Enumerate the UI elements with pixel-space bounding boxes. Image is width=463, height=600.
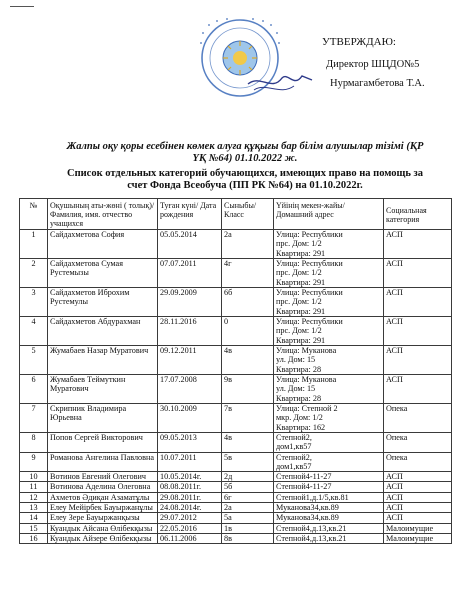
name-line: Муратович [50, 384, 89, 394]
cell-birth-date: 09.05.2013 [158, 433, 222, 453]
address-line: Квартира: 28 [276, 393, 322, 403]
header-number: № [20, 199, 48, 230]
cell-name [48, 472, 158, 482]
name-line: Елеу Зере Бауыржанқызы [50, 513, 140, 523]
cell-category: Опека [384, 452, 452, 472]
address-line: прс. Дом: 1/2 [276, 326, 322, 336]
table-row [20, 533, 452, 543]
cell-address [274, 375, 384, 404]
cell-number: 10 [20, 472, 48, 482]
address-line: Квартира: 291 [276, 277, 326, 287]
address-line: ул. Дом: 15 [276, 384, 316, 394]
address-line: Улица: Муканова [276, 346, 337, 355]
name-line: Сайдахметова София [50, 230, 125, 239]
address-line: дом1,кв57 [276, 461, 312, 471]
cell-number: 12 [20, 492, 48, 502]
header-category: Социальная категория [384, 199, 452, 230]
address-line: Степной2, [276, 433, 312, 442]
cell-address [274, 533, 384, 543]
cell-name [48, 375, 158, 404]
address-line: Улица: Республики [276, 259, 343, 268]
cell-address [274, 472, 384, 482]
cell-address [274, 513, 384, 523]
address-line: Улица: Республики [276, 230, 343, 239]
cell-name [48, 513, 158, 523]
cell-number: 3 [20, 288, 48, 317]
name-line: Куандык Айзере Өлібекқызы [50, 533, 152, 543]
cell-grade: 7в [222, 404, 274, 433]
cell-number: 5 [20, 346, 48, 375]
address-line: Степной4,д.13,кв.21 [276, 533, 347, 543]
cell-birth-date: 17.07.2008 [158, 375, 222, 404]
cell-birth-date: 10.07.2011 [158, 452, 222, 472]
name-line: Юрьевна [50, 413, 82, 423]
cell-address [274, 482, 384, 492]
cell-number: 14 [20, 513, 48, 523]
address-line: Степной4-11-27 [276, 482, 332, 492]
cell-birth-date: 05.05.2014 [158, 230, 222, 259]
cell-grade: 1в [222, 523, 274, 533]
cell-grade: 6б [222, 288, 274, 317]
address-line: Улица: Муканова [276, 375, 337, 384]
address-line: Квартира: 162 [276, 422, 326, 432]
cell-category: АСП [384, 472, 452, 482]
cell-birth-date: 28.11.2016 [158, 317, 222, 346]
cell-birth-date: 29.09.2009 [158, 288, 222, 317]
cell-number: 15 [20, 523, 48, 533]
address-line: прс. Дом: 1/2 [276, 297, 322, 307]
address-line: Степной1,д.1/5,кв.81 [276, 492, 349, 502]
cell-birth-date: 30.10.2009 [158, 404, 222, 433]
approval-block [318, 36, 425, 90]
name-line: Ахметов Әдиқан Азаматұлы [50, 492, 150, 502]
table-row [20, 472, 452, 482]
cell-grade: 9в [222, 375, 274, 404]
cell-address [274, 492, 384, 502]
name-line: Сайдахметова Сумая [50, 259, 123, 268]
cell-address [274, 433, 384, 453]
address-line: ул. Дом: 15 [276, 355, 316, 365]
cell-name [48, 230, 158, 259]
cell-number: 9 [20, 452, 48, 472]
cell-name [48, 452, 158, 472]
cell-name [48, 404, 158, 433]
cell-category: АСП [384, 375, 452, 404]
cell-birth-date: 29.08.2011г. [158, 492, 222, 502]
table-row [20, 288, 452, 317]
address-line: Квартира: 28 [276, 364, 322, 374]
cell-name [48, 503, 158, 513]
cell-address [274, 452, 384, 472]
cell-name [48, 433, 158, 453]
cell-number: 7 [20, 404, 48, 433]
cell-name [48, 346, 158, 375]
top-rule [10, 6, 34, 7]
cell-number: 16 [20, 533, 48, 543]
cell-category: Опека [384, 433, 452, 453]
cell-birth-date: 10.05.2014г. [158, 472, 222, 482]
school-stamp-emblem [190, 16, 318, 102]
header-name: Оқушының аты-жөні ( толық)/ Фамилия, имя. отчество учащихся [48, 199, 158, 230]
cell-name [48, 259, 158, 288]
name-line: Жумабаев Теймуткин [50, 375, 126, 384]
approval-heading: УТВЕРЖДАЮ: [322, 36, 396, 48]
address-line: Квартира: 291 [276, 248, 326, 258]
cell-address [274, 288, 384, 317]
cell-number: 2 [20, 259, 48, 288]
cell-grade: 4в [222, 346, 274, 375]
cell-birth-date: 09.12.2011 [158, 346, 222, 375]
cell-address [274, 503, 384, 513]
header-grade: Сыныбы/ Класс [222, 199, 274, 230]
table-row [20, 259, 452, 288]
table-header-row [20, 199, 452, 230]
name-line: Жумабаев Назар Муратович [50, 346, 149, 355]
cell-number: 11 [20, 482, 48, 492]
cell-category: АСП [384, 259, 452, 288]
cell-category: АСП [384, 288, 452, 317]
approval-position: Директор ШЦДО№5 [326, 59, 420, 70]
cell-name [48, 482, 158, 492]
students-table [19, 198, 452, 544]
cell-address [274, 317, 384, 346]
cell-category: АСП [384, 492, 452, 502]
cell-birth-date: 24.08.2014г. [158, 503, 222, 513]
cell-birth-date: 22.05.2016 [158, 523, 222, 533]
header-birth-date: Туған күні/ Дата рождения [158, 199, 222, 230]
cell-number: 8 [20, 433, 48, 453]
cell-category: АСП [384, 317, 452, 346]
table-row [20, 523, 452, 533]
cell-category: АСП [384, 503, 452, 513]
cell-grade: 4г [222, 259, 274, 288]
table-row [20, 346, 452, 375]
cell-birth-date: 08.08.2011г. [158, 482, 222, 492]
name-line: Куандык Айсана Өлібекқызы [50, 523, 153, 533]
address-line: дом1,кв57 [276, 442, 312, 452]
cell-grade: 0 [222, 317, 274, 346]
name-line: Рустемызы [50, 268, 89, 278]
cell-category: АСП [384, 513, 452, 523]
address-line: прс. Дом: 1/2 [276, 268, 322, 278]
cell-category: АСП [384, 346, 452, 375]
cell-grade: 5в [222, 452, 274, 472]
cell-grade: 2д [222, 472, 274, 482]
document-title-kazakh: Жалпы оқу қоры есебінен көмек алуға құқығы бар білім алушылар тізімі (ҚР ҮҚ №64) 01.10.2022 ж. [66, 141, 424, 164]
cell-category: АСП [384, 482, 452, 492]
table-row [20, 503, 452, 513]
address-line: мкр. Дом: 1/2 [276, 413, 323, 423]
table-row [20, 404, 452, 433]
cell-name [48, 317, 158, 346]
cell-address [274, 404, 384, 433]
cell-grade: 5а [222, 513, 274, 523]
address-line: Улица: Степной 2 [276, 404, 338, 413]
cell-number: 13 [20, 503, 48, 513]
cell-address [274, 259, 384, 288]
address-line: Муканова34,кв.89 [276, 513, 339, 523]
cell-address [274, 346, 384, 375]
cell-name [48, 492, 158, 502]
table-row [20, 230, 452, 259]
cell-grade: 6г [222, 492, 274, 502]
cell-category: Малоимущие [384, 533, 452, 543]
cell-grade: 5б [222, 482, 274, 492]
name-line: Рустемулы [50, 297, 88, 307]
name-line: Вотинова Аделина Олеговна [50, 482, 151, 492]
cell-category: Опека [384, 404, 452, 433]
header-address: Үйінің мекен-жайы/ Домашний адрес [274, 199, 384, 230]
address-line: Степной2, [276, 452, 312, 462]
name-line: Сайдахметов Иброхим [50, 288, 130, 297]
name-line: Романова Ангелина Павловна [50, 452, 155, 462]
approval-signer: Нурмагамбетова Т.А. [330, 78, 425, 89]
cell-grade: 2а [222, 503, 274, 513]
address-line: Улица: Республики [276, 317, 343, 326]
name-line: Вотинов Евгений Олегович [50, 472, 146, 482]
table-row [20, 375, 452, 404]
name-line: Сайдахметов Абдурахман [50, 317, 141, 326]
document-title-russian: Список отдельных категорий обучающихся, имеющих право на помощь за счет Фонда Всеобуча (ПП РК №64) на 01.10.2022г. [66, 168, 424, 191]
cell-category: Малоимущие [384, 523, 452, 533]
cell-name [48, 533, 158, 543]
address-line: Степной4-11-27 [276, 472, 332, 482]
cell-grade: 4в [222, 433, 274, 453]
name-line: Попов Сергей Викторович [50, 433, 143, 442]
address-line: прс. Дом: 1/2 [276, 239, 322, 249]
cell-name [48, 523, 158, 533]
cell-birth-date: 07.07.2011 [158, 259, 222, 288]
cell-number: 6 [20, 375, 48, 404]
table-row [20, 492, 452, 502]
table-row [20, 433, 452, 453]
cell-birth-date: 06.11.2006 [158, 533, 222, 543]
table-row [20, 317, 452, 346]
address-line: Улица: Республики [276, 288, 343, 297]
cell-address [274, 230, 384, 259]
address-line: Квартира: 291 [276, 306, 326, 316]
cell-number: 4 [20, 317, 48, 346]
table-row [20, 513, 452, 523]
address-line: Муканова34,кв.89 [276, 503, 339, 513]
address-line: Степной4,д.13,кв.21 [276, 523, 347, 533]
cell-address [274, 523, 384, 533]
cell-number: 1 [20, 230, 48, 259]
table-row [20, 452, 452, 472]
name-line: Скрипник Владимира [50, 404, 127, 413]
address-line: Квартира: 291 [276, 335, 326, 345]
cell-category: АСП [384, 230, 452, 259]
cell-grade: 2а [222, 230, 274, 259]
name-line: Елеу Мейірбек Бауыржанұлы [50, 503, 153, 513]
table-row [20, 482, 452, 492]
cell-grade: 8в [222, 533, 274, 543]
cell-birth-date: 29.07.2012 [158, 513, 222, 523]
cell-name [48, 288, 158, 317]
